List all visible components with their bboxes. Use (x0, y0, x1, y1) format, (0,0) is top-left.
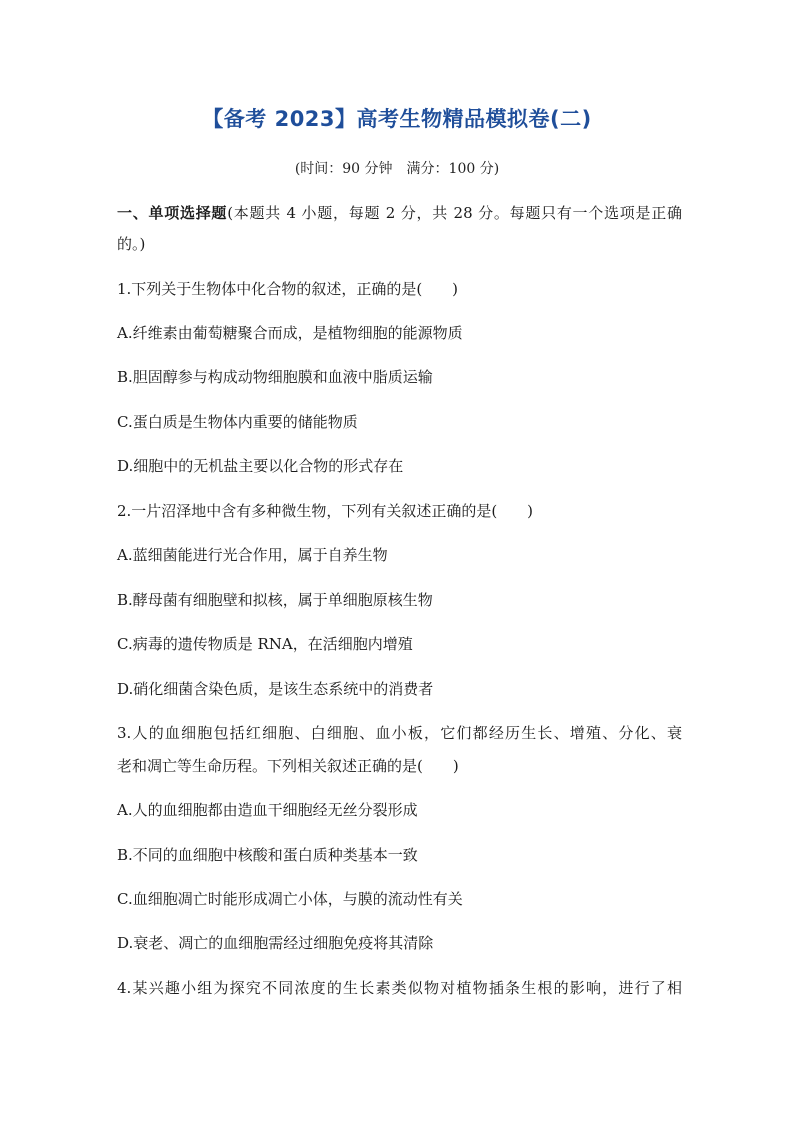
question-3-stem-line-2: 老和凋亡等生命历程。下列相关叙述正确的是( ) (117, 757, 459, 775)
question-2-stem: 2.一片沼泽地中含有多种微生物，下列有关叙述正确的是( ) (117, 502, 534, 520)
page-title: 【备考 2023】高考生物精品模拟卷(二) (202, 107, 592, 131)
question-3-option-d: D.衰老、凋亡的血细胞需经过细胞免疫将其清除 (117, 934, 434, 952)
question-1-option-d: D.细胞中的无机盐主要以化合物的形式存在 (117, 457, 404, 475)
section-heading-instructions: (本题共 4 小题，每题 2 分，共 28 分。每题只有一个选项是正确 (227, 204, 682, 222)
question-1-option-b: B.胆固醇参与构成动物细胞膜和血液中脂质运输 (117, 368, 433, 386)
section-heading-bold: 一、单项选择题 (117, 204, 228, 222)
question-1-option-c: C.蛋白质是生物体内重要的储能物质 (117, 413, 358, 431)
question-1-stem: 1.下列关于生物体中化合物的叙述，正确的是( ) (117, 280, 459, 298)
section-heading (117, 203, 682, 223)
question-4-stem: 4.某兴趣小组为探究不同浓度的生长素类似物对植物插条生根的影响，进行了相 (117, 979, 682, 997)
question-3-option-b: B.不同的血细胞中核酸和蛋白质种类基本一致 (117, 846, 418, 864)
question-2-option-a: A.蓝细菌能进行光合作用，属于自养生物 (117, 546, 388, 564)
question-3-option-a: A.人的血细胞都由造血干细胞经无丝分裂形成 (117, 801, 418, 819)
question-2-option-b: B.酵母菌有细胞壁和拟核，属于单细胞原核生物 (117, 591, 433, 609)
question-2-option-d: D.硝化细菌含染色质，是该生态系统中的消费者 (117, 680, 434, 698)
question-2-option-c: C.病毒的遗传物质是 RNA，在活细胞内增殖 (117, 635, 413, 653)
exam-time-score: (时间：90 分钟 满分：100 分) (294, 161, 500, 177)
question-1-option-a: A.纤维素由葡萄糖聚合而成，是植物细胞的能源物质 (117, 324, 463, 342)
question-3-option-c: C.血细胞凋亡时能形成凋亡小体，与膜的流动性有关 (117, 890, 463, 908)
section-heading-continued: 的。) (117, 235, 146, 253)
question-3-stem-line-1: 3.人的血细胞包括红细胞、白细胞、血小板，它们都经历生长、增殖、分化、衰 (117, 724, 682, 742)
